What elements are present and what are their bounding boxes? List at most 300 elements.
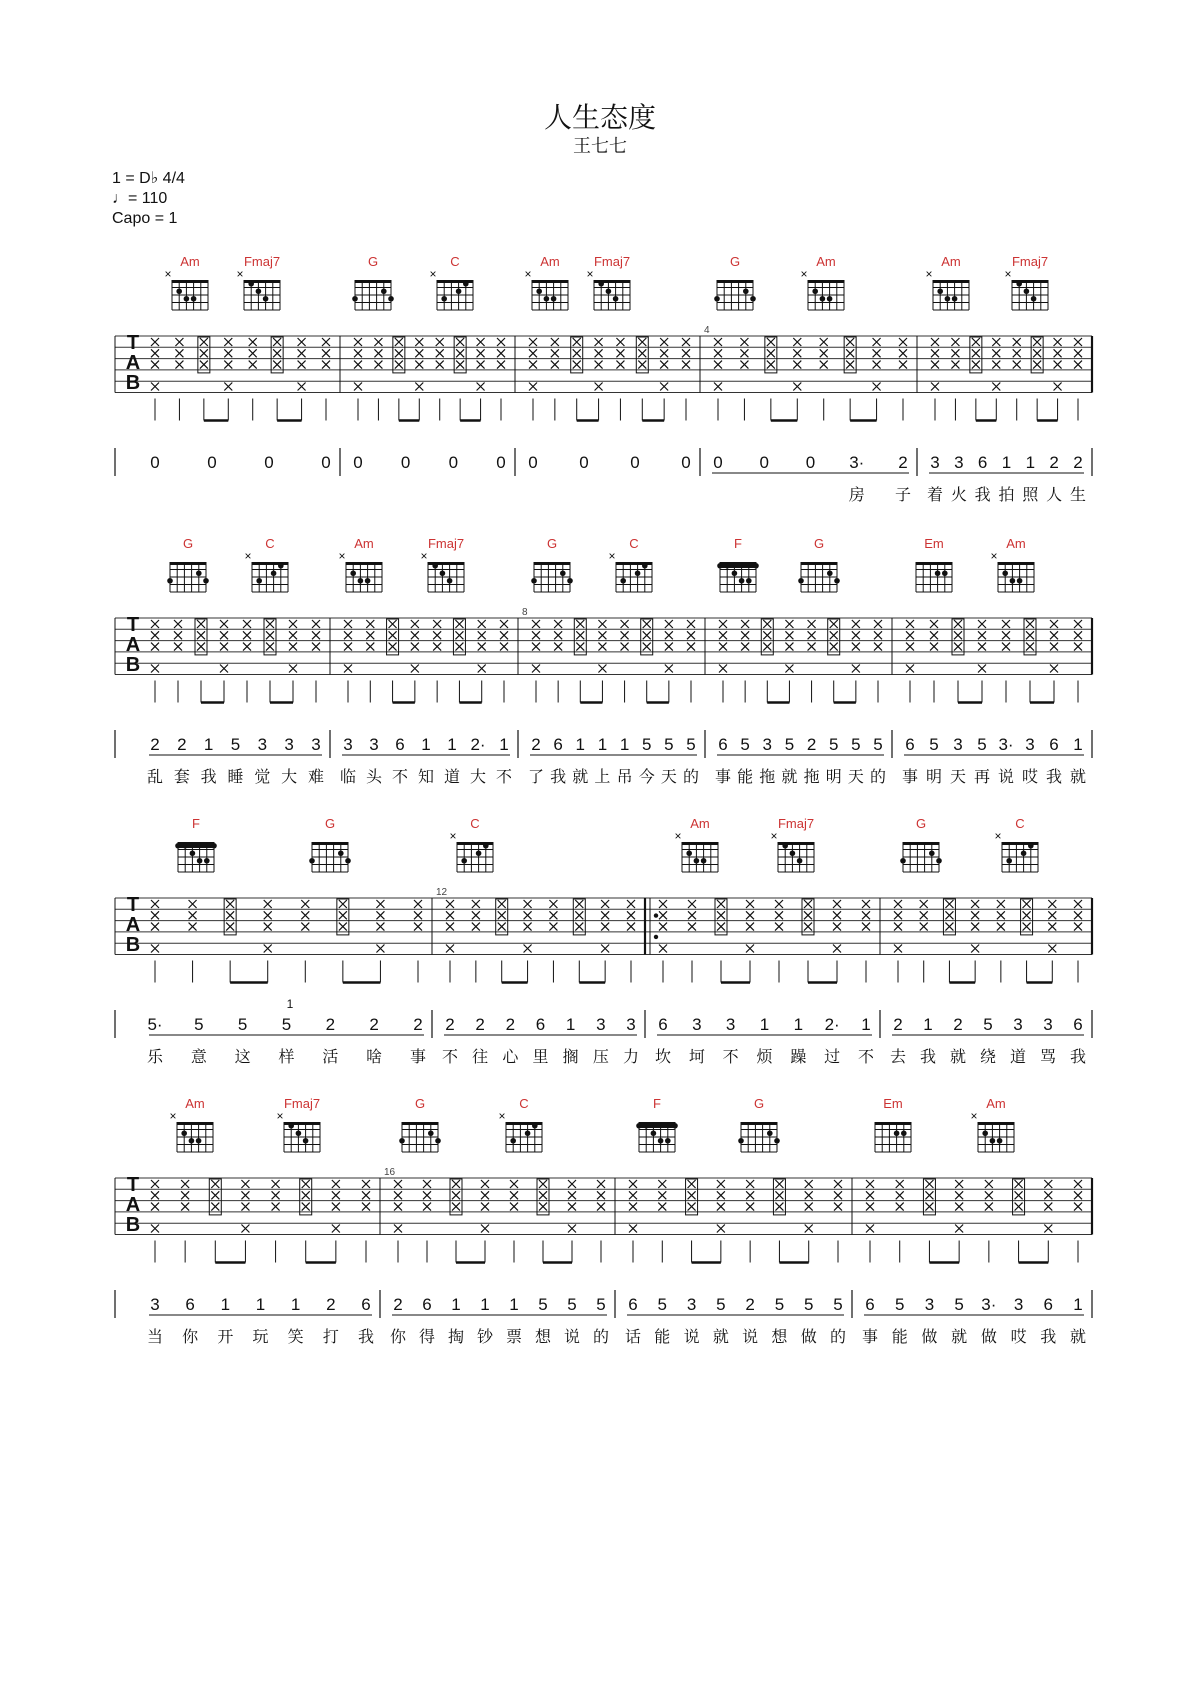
- finger-dot: [750, 296, 756, 302]
- x-note: [344, 643, 352, 651]
- x-note: [930, 631, 938, 639]
- lyric-char: 能: [737, 767, 754, 786]
- x-note: [992, 349, 1000, 357]
- x-note: [954, 643, 962, 651]
- x-note: [394, 1203, 402, 1211]
- lyric-char: 上: [594, 767, 611, 786]
- jianpu-note: 3: [1025, 735, 1035, 754]
- x-note: [415, 349, 423, 357]
- x-note: [862, 923, 870, 931]
- lyric-char: 想: [534, 1327, 552, 1346]
- chord-diagram: [798, 562, 840, 592]
- x-note: [568, 1180, 576, 1188]
- x-note: [719, 631, 727, 639]
- chord-nut: [172, 280, 208, 283]
- x-note: [1074, 349, 1082, 357]
- x-note: [510, 1180, 518, 1188]
- x-note: [820, 361, 828, 369]
- lyric-char: 我: [550, 767, 567, 786]
- chord-nut: [534, 562, 570, 565]
- jianpu-note: 0: [759, 453, 769, 472]
- lyric-char: 就: [1069, 767, 1087, 786]
- finger-dot: [456, 288, 462, 294]
- x-note: [972, 349, 980, 357]
- mute-mark: ×: [236, 267, 244, 281]
- x-note: [568, 1191, 576, 1199]
- x-note: [220, 631, 228, 639]
- x-note: [539, 1203, 547, 1211]
- x-note: [174, 631, 182, 639]
- x-note: [833, 945, 841, 953]
- x-note: [374, 338, 382, 346]
- lyric-char: 觉: [254, 767, 271, 786]
- finger-dot: [441, 296, 447, 302]
- x-note: [549, 911, 557, 919]
- x-note: [411, 665, 419, 673]
- x-note: [866, 1180, 874, 1188]
- x-note: [925, 1191, 933, 1199]
- x-note: [415, 383, 423, 391]
- jianpu-note: 2: [177, 735, 187, 754]
- lyric-char: 事: [409, 1047, 427, 1066]
- x-note: [971, 911, 979, 919]
- lyric-char: 明: [925, 767, 943, 786]
- jianpu-note: 1: [1025, 453, 1036, 472]
- chord-name: G: [729, 254, 741, 269]
- x-note: [601, 923, 609, 931]
- x-note: [1044, 1191, 1052, 1199]
- lyric-char: 话: [624, 1327, 642, 1346]
- lyric-char: 拍: [998, 485, 1015, 504]
- jianpu-note: 2: [898, 453, 908, 472]
- x-note: [643, 643, 651, 651]
- x-note: [573, 349, 581, 357]
- x-note: [433, 631, 441, 639]
- finger-dot: [798, 578, 804, 584]
- x-note: [376, 923, 384, 931]
- x-note: [436, 361, 444, 369]
- finger-dot: [303, 1138, 309, 1144]
- jianpu-note: 5: [977, 735, 987, 754]
- tab-clef-letter: T: [126, 894, 140, 916]
- chord-diagram: [309, 842, 351, 872]
- x-note: [1033, 361, 1041, 369]
- chord-name: C: [519, 1096, 529, 1111]
- x-note: [899, 338, 907, 346]
- x-note: [266, 631, 274, 639]
- x-note: [1048, 945, 1056, 953]
- chord-nut: [978, 1122, 1014, 1125]
- x-note: [665, 665, 673, 673]
- finger-dot: [901, 1130, 907, 1136]
- tab-clef-letter: B: [125, 654, 141, 676]
- x-note: [433, 620, 441, 628]
- x-note: [985, 1180, 993, 1188]
- chord-diagram: [636, 1122, 678, 1152]
- x-note: [1074, 361, 1082, 369]
- x-note: [896, 1180, 904, 1188]
- finger-dot: [388, 296, 394, 302]
- x-note: [874, 643, 882, 651]
- lyric-char: 往: [472, 1047, 489, 1066]
- jianpu-note: 1: [290, 1295, 301, 1314]
- x-note: [746, 945, 754, 953]
- chord-diagram: [916, 562, 952, 592]
- x-note: [414, 911, 422, 919]
- lyric-char: 里: [532, 1047, 549, 1066]
- x-note: [575, 911, 583, 919]
- x-note: [985, 1191, 993, 1199]
- x-note: [478, 631, 486, 639]
- x-note: [436, 338, 444, 346]
- jianpu-note: 2: [475, 1015, 485, 1034]
- jianpu-note: 0: [353, 453, 363, 472]
- tab-clef-letter: A: [125, 914, 141, 936]
- x-note: [423, 1191, 431, 1199]
- x-note: [226, 900, 234, 908]
- chord-name: Am: [180, 254, 200, 269]
- chord-diagram: [338, 549, 382, 592]
- x-note: [805, 1180, 813, 1188]
- x-note: [289, 665, 297, 673]
- x-note: [1048, 911, 1056, 919]
- x-note: [298, 383, 306, 391]
- jianpu-note: 1: [1073, 1295, 1083, 1314]
- x-note: [289, 643, 297, 651]
- x-note: [181, 1191, 189, 1199]
- jianpu-note: 0: [496, 453, 506, 472]
- x-note: [638, 349, 646, 357]
- lyric-char: 哎: [1010, 1327, 1027, 1346]
- tab-clef-letter: A: [125, 634, 141, 656]
- lyric-char: 大: [281, 767, 298, 786]
- x-note: [339, 900, 347, 908]
- x-note: [688, 923, 696, 931]
- x-note: [389, 643, 397, 651]
- jianpu-note: 3: [953, 735, 963, 754]
- finger-dot: [256, 578, 262, 584]
- mute-mark: ×: [970, 1109, 978, 1123]
- finger-dot: [197, 858, 203, 864]
- mute-mark: ×: [164, 267, 172, 281]
- jianpu-note: 2: [325, 1015, 336, 1034]
- mute-mark: ×: [498, 1109, 506, 1123]
- mute-mark: ×: [524, 267, 532, 281]
- jianpu-note: 5: [929, 735, 939, 754]
- jianpu-note: 3: [284, 735, 294, 754]
- x-note: [1026, 620, 1034, 628]
- finger-dot: [338, 850, 344, 856]
- chord-diagram: [429, 267, 473, 310]
- x-note: [906, 643, 914, 651]
- x-note: [793, 338, 801, 346]
- finger-dot: [606, 288, 612, 294]
- x-note: [659, 911, 667, 919]
- x-note: [833, 900, 841, 908]
- chord-diagram: [164, 267, 208, 310]
- x-note: [175, 349, 183, 357]
- x-note: [532, 665, 540, 673]
- chord-name: Am: [540, 254, 560, 269]
- finger-dot: [797, 858, 803, 864]
- x-note: [446, 945, 454, 953]
- jianpu-note: 5: [567, 1295, 577, 1314]
- x-note: [873, 383, 881, 391]
- jianpu-note: 2: [445, 1015, 455, 1034]
- x-note: [874, 620, 882, 628]
- x-note: [629, 1225, 637, 1233]
- finger-dot: [739, 578, 745, 584]
- x-note: [298, 338, 306, 346]
- x-note: [500, 620, 508, 628]
- x-note: [151, 643, 159, 651]
- x-note: [366, 620, 374, 628]
- x-note: [687, 643, 695, 651]
- mute-mark: ×: [608, 549, 616, 563]
- finger-dot: [782, 843, 788, 849]
- x-note: [852, 665, 860, 673]
- x-note: [197, 631, 205, 639]
- x-note: [740, 349, 748, 357]
- finger-dot: [686, 850, 692, 856]
- x-note: [366, 643, 374, 651]
- x-note: [272, 1203, 280, 1211]
- chord-nut: [903, 842, 939, 845]
- x-note: [332, 1191, 340, 1199]
- x-note: [554, 631, 562, 639]
- mute-mark: ×: [420, 549, 428, 563]
- lyric-char: 睡: [227, 767, 244, 786]
- finger-dot: [701, 858, 707, 864]
- finger-dot: [567, 578, 573, 584]
- x-note: [1044, 1180, 1052, 1188]
- tab-clef-letter: A: [125, 352, 141, 374]
- jianpu-note: 1: [203, 735, 214, 754]
- jianpu-note: 5: [873, 735, 883, 754]
- x-note: [433, 643, 441, 651]
- jianpu-note: 6: [628, 1295, 638, 1314]
- chord-diagram: [586, 267, 630, 310]
- x-note: [273, 338, 281, 346]
- x-note: [955, 1191, 963, 1199]
- mute-mark: ×: [994, 829, 1002, 843]
- chord-nut: [916, 562, 952, 565]
- x-note: [151, 631, 159, 639]
- jianpu-note: 5: [596, 1295, 606, 1314]
- jianpu-note: 1: [451, 1295, 461, 1314]
- barre: [639, 1124, 675, 1128]
- chord-diagram: [994, 829, 1038, 872]
- jianpu-note: 0: [400, 453, 411, 472]
- x-note: [322, 349, 330, 357]
- finger-dot: [399, 1138, 405, 1144]
- x-note: [446, 911, 454, 919]
- lyric-char: 当: [146, 1327, 164, 1346]
- x-note: [931, 383, 939, 391]
- chord-name: Am: [941, 254, 961, 269]
- lyric-char: 想: [771, 1327, 788, 1346]
- chord-name: Fmaj7: [427, 536, 465, 551]
- x-note: [151, 1191, 159, 1199]
- x-note: [804, 900, 812, 908]
- x-note: [1074, 620, 1082, 628]
- jianpu-note: 3: [1013, 1015, 1023, 1034]
- x-note: [510, 1203, 518, 1211]
- x-note: [446, 900, 454, 908]
- finger-dot: [894, 1130, 900, 1136]
- x-note: [846, 361, 854, 369]
- tab-clef-letter: A: [125, 1194, 141, 1216]
- x-note: [1050, 631, 1058, 639]
- x-note: [830, 620, 838, 628]
- x-note: [1074, 900, 1082, 908]
- finger-dot: [774, 1138, 780, 1144]
- x-note: [411, 631, 419, 639]
- x-note: [224, 338, 232, 346]
- x-note: [894, 900, 902, 908]
- jianpu-note: 6: [658, 1015, 668, 1034]
- chord-diagram: [236, 267, 280, 310]
- mute-mark: ×: [770, 829, 778, 843]
- x-note: [629, 1191, 637, 1199]
- x-note: [805, 1225, 813, 1233]
- x-note: [394, 1180, 402, 1188]
- finger-dot: [598, 281, 604, 287]
- chord-nut: [177, 1122, 213, 1125]
- jianpu-note: 2: [806, 735, 817, 754]
- x-note: [1013, 349, 1021, 357]
- x-note: [785, 631, 793, 639]
- mute-mark: ×: [925, 267, 933, 281]
- x-note: [866, 1203, 874, 1211]
- x-note: [302, 1180, 310, 1188]
- x-note: [805, 1203, 813, 1211]
- x-note: [151, 620, 159, 628]
- measure-number: 12: [436, 887, 448, 898]
- jianpu-note: 5: [641, 735, 652, 754]
- jianpu-note: 6: [535, 1015, 546, 1034]
- jianpu-note: 5: [851, 735, 861, 754]
- x-note: [763, 643, 771, 651]
- chord-name: Fmaj7: [243, 254, 281, 269]
- x-note: [376, 945, 384, 953]
- x-note: [1026, 631, 1034, 639]
- jianpu-note: 3: [692, 1015, 702, 1034]
- jianpu-note: 1: [255, 1295, 266, 1314]
- x-note: [931, 338, 939, 346]
- x-note: [414, 923, 422, 931]
- x-note: [301, 923, 309, 931]
- jianpu-note: 3: [596, 1015, 606, 1034]
- x-note: [478, 620, 486, 628]
- x-note: [595, 338, 603, 346]
- finger-dot: [982, 1130, 988, 1136]
- x-note: [767, 361, 775, 369]
- x-note: [249, 338, 257, 346]
- x-note: [472, 911, 480, 919]
- x-note: [775, 1180, 783, 1188]
- finger-dot: [900, 858, 906, 864]
- lyric-char: 生: [1069, 485, 1087, 504]
- jianpu-note: 3: [369, 735, 379, 754]
- chord-nut: [741, 1122, 777, 1125]
- measure-number: 16: [384, 1167, 396, 1178]
- x-note: [394, 1191, 402, 1199]
- jianpu-note: 3: [343, 735, 353, 754]
- x-note: [931, 349, 939, 357]
- x-note: [930, 643, 938, 651]
- x-note: [643, 620, 651, 628]
- chord-name: Em: [924, 536, 944, 551]
- jianpu-note: 1: [447, 735, 457, 754]
- finger-dot: [827, 570, 833, 576]
- finger-dot: [820, 296, 826, 302]
- finger-dot: [525, 1130, 531, 1136]
- x-note: [820, 338, 828, 346]
- jianpu-note: 5: [230, 735, 241, 754]
- x-note: [833, 911, 841, 919]
- x-note: [249, 361, 257, 369]
- x-note: [951, 349, 959, 357]
- x-note: [181, 1203, 189, 1211]
- x-note: [873, 338, 881, 346]
- x-note: [500, 643, 508, 651]
- x-note: [746, 1180, 754, 1188]
- chord-name: Am: [354, 536, 374, 551]
- jianpu-note: 1: [597, 735, 608, 754]
- jianpu-note: 6: [553, 735, 563, 754]
- lyric-char: 不: [857, 1047, 875, 1066]
- x-note: [621, 631, 629, 639]
- chord-diagram: [717, 562, 759, 592]
- x-note: [627, 911, 635, 919]
- chord-diagram: [420, 549, 464, 592]
- x-note: [151, 1203, 159, 1211]
- x-note: [830, 631, 838, 639]
- lyric-char: 照: [1022, 485, 1039, 504]
- x-note: [1023, 923, 1031, 931]
- jianpu-note: 1: [1001, 453, 1012, 472]
- finger-dot: [352, 296, 358, 302]
- finger-dot: [428, 1130, 434, 1136]
- lyric-char: 能: [654, 1327, 671, 1346]
- jianpu-note: 0: [207, 453, 217, 472]
- lyric-char: 说: [563, 1327, 581, 1346]
- lyric-char: 拖: [759, 767, 776, 786]
- x-note: [477, 383, 485, 391]
- chord-diagram: [449, 829, 493, 872]
- x-note: [971, 923, 979, 931]
- finger-dot: [167, 578, 173, 584]
- x-note: [896, 1191, 904, 1199]
- x-note: [151, 923, 159, 931]
- x-note: [1048, 923, 1056, 931]
- x-note: [241, 1180, 249, 1188]
- x-note: [972, 361, 980, 369]
- chord-name: F: [653, 1096, 661, 1111]
- x-note: [395, 361, 403, 369]
- x-note: [532, 643, 540, 651]
- finger-dot: [1028, 843, 1034, 849]
- x-note: [763, 620, 771, 628]
- x-note: [714, 361, 722, 369]
- x-note: [785, 643, 793, 651]
- x-note: [423, 1180, 431, 1188]
- x-note: [529, 338, 537, 346]
- x-note: [455, 620, 463, 628]
- x-note: [174, 620, 182, 628]
- lyric-char: 事: [901, 767, 919, 786]
